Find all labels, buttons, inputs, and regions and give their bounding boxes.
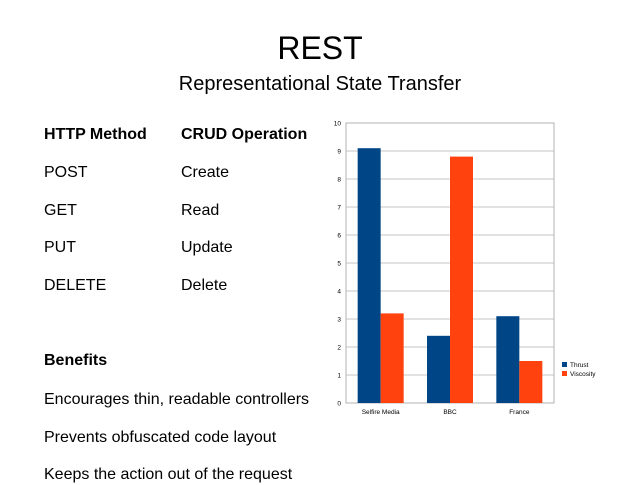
y-tick-label: 1: [337, 372, 341, 380]
legend-swatch: [562, 362, 567, 367]
legend-swatch: [562, 371, 567, 376]
bar-thrust: [358, 148, 381, 403]
y-tick-label: 2: [337, 344, 341, 352]
y-tick-label: 6: [337, 232, 341, 240]
slide-title: REST: [277, 30, 363, 66]
operation-update: Update: [181, 239, 233, 256]
bar-viscosity: [381, 313, 404, 403]
bar-viscosity: [519, 361, 542, 403]
y-tick-label: 5: [337, 260, 341, 268]
header-crud-operation: CRUD Operation: [181, 126, 308, 143]
benefit-item: Prevents obfuscated code layout: [44, 429, 277, 446]
operation-create: Create: [181, 164, 230, 181]
method-put: PUT: [44, 239, 76, 256]
bar-thrust: [427, 336, 450, 403]
header-http-method: HTTP Method: [44, 126, 147, 143]
x-tick-label: BBC: [443, 409, 457, 416]
y-tick-label: 3: [337, 316, 341, 324]
bar-viscosity: [450, 157, 473, 403]
y-tick-label: 9: [337, 148, 341, 156]
y-tick-label: 7: [337, 204, 341, 212]
slide-subtitle: Representational State Transfer: [178, 73, 462, 95]
y-tick-label: 10: [333, 120, 341, 128]
method-get: GET: [44, 202, 77, 219]
method-delete: DELETE: [44, 277, 107, 294]
y-tick-label: 4: [337, 288, 341, 296]
y-tick-label: 8: [337, 176, 341, 184]
benefit-item: Encourages thin, readable controllers: [44, 391, 310, 408]
benefit-item: Keeps the action out of the request: [44, 466, 293, 483]
operation-read: Read: [181, 202, 220, 219]
bar-thrust: [496, 316, 519, 403]
operation-delete: Delete: [181, 277, 228, 294]
legend-label: Viscosity: [570, 371, 596, 378]
legend-label: Thrust: [570, 362, 589, 369]
x-tick-label: France: [509, 409, 530, 416]
method-post: POST: [44, 164, 88, 181]
benefits-heading: Benefits: [44, 352, 108, 369]
x-tick-label: Selfire Media: [361, 409, 400, 416]
y-tick-label: 0: [337, 400, 341, 408]
